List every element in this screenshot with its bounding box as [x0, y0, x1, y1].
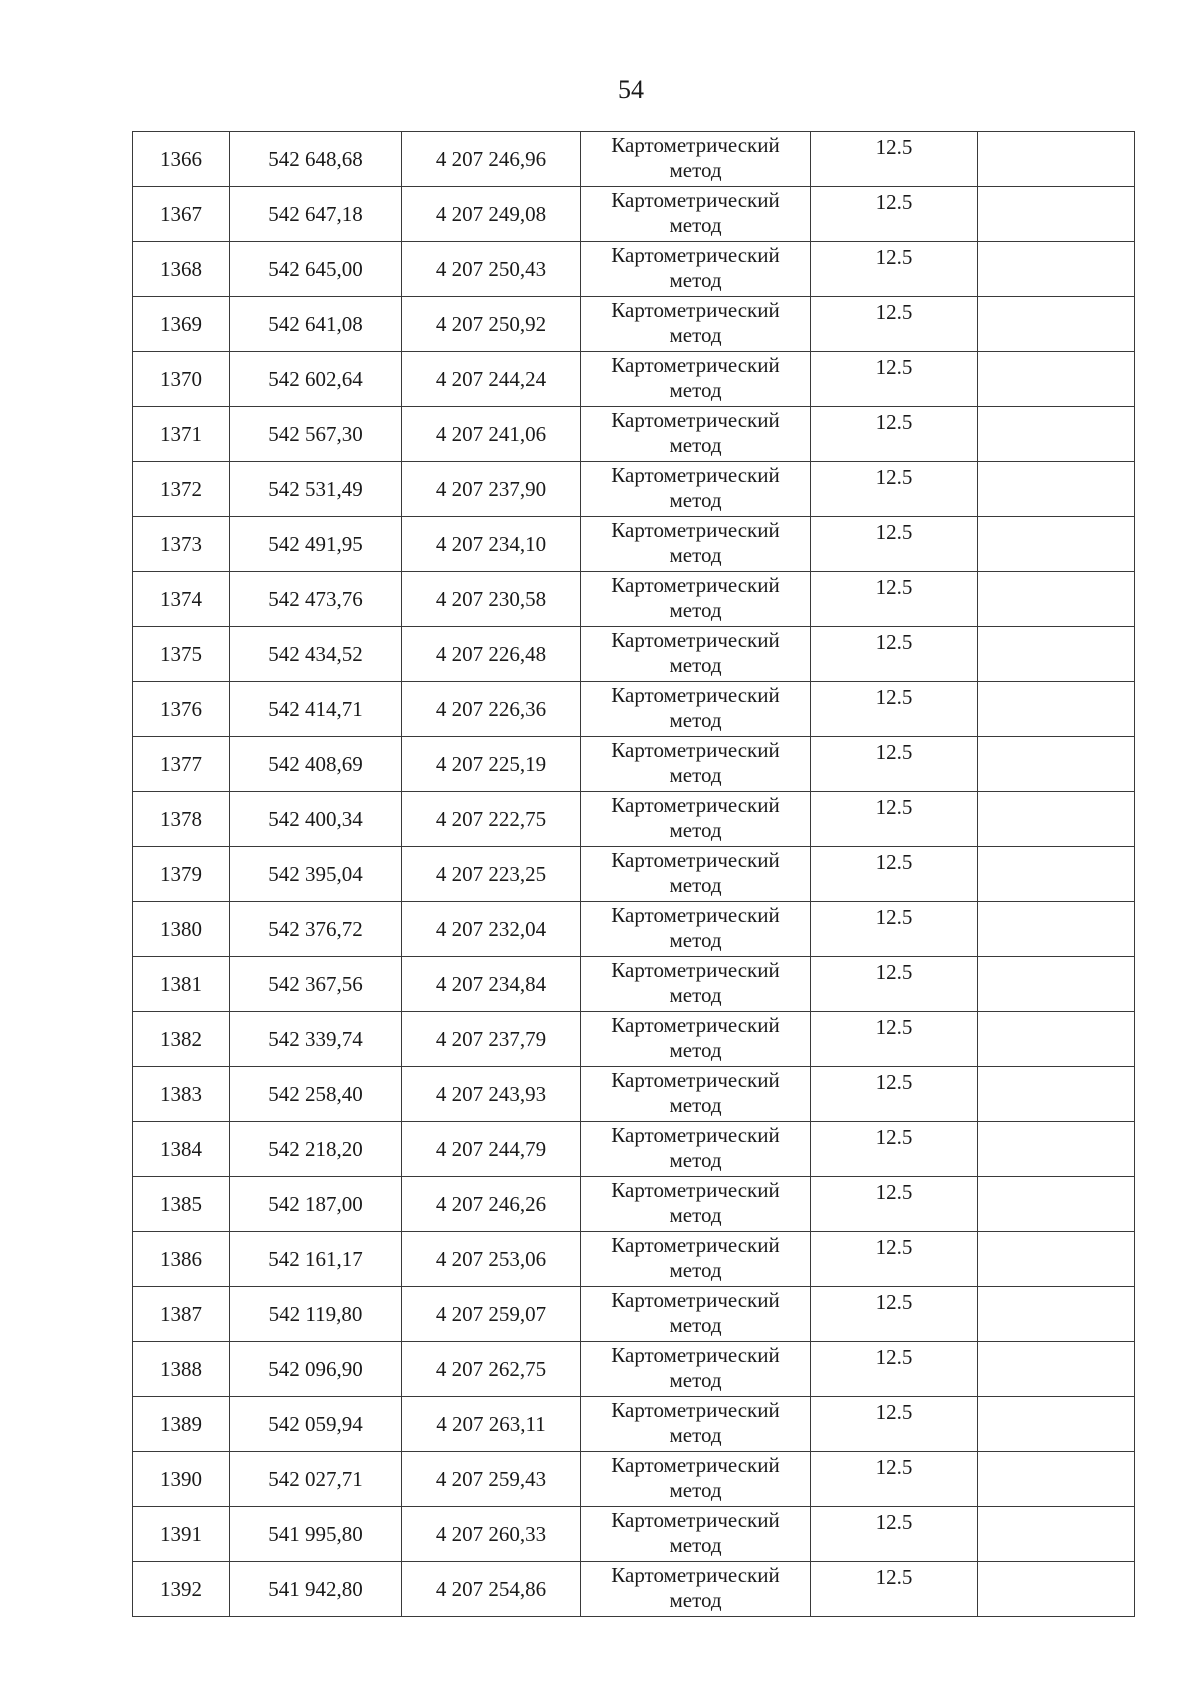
accuracy-cell: 12.5 — [811, 1177, 978, 1232]
method-cell — [581, 1562, 811, 1617]
y-coordinate-cell: 4 207 237,79 — [402, 1012, 581, 1067]
empty-cell — [978, 1507, 1135, 1562]
method-line-1: Картометрический — [611, 1398, 780, 1422]
method-line-1: Картометрический — [611, 1343, 780, 1367]
x-coordinate-cell: 542 648,68 — [230, 132, 402, 187]
method-cell — [581, 1177, 811, 1232]
accuracy-cell: 12.5 — [811, 407, 978, 462]
point-number-cell: 1368 — [133, 242, 230, 297]
accuracy-cell: 12.5 — [811, 1562, 978, 1617]
method-line-1: Картометрический — [611, 243, 780, 267]
empty-cell — [978, 847, 1135, 902]
method-cell — [581, 132, 811, 187]
method-line-2: метод — [669, 1478, 722, 1502]
method-line-2: метод — [669, 1533, 722, 1557]
y-coordinate-cell: 4 207 253,06 — [402, 1232, 581, 1287]
x-coordinate-cell: 542 602,64 — [230, 352, 402, 407]
empty-cell — [978, 1562, 1135, 1617]
point-number-cell: 1374 — [133, 572, 230, 627]
empty-cell — [978, 627, 1135, 682]
point-number-cell: 1388 — [133, 1342, 230, 1397]
accuracy-cell: 12.5 — [811, 1287, 978, 1342]
point-number-cell: 1376 — [133, 682, 230, 737]
method-cell — [581, 297, 811, 352]
y-coordinate-cell: 4 207 232,04 — [402, 902, 581, 957]
point-number-cell: 1392 — [133, 1562, 230, 1617]
accuracy-cell: 12.5 — [811, 902, 978, 957]
y-coordinate-cell: 4 207 225,19 — [402, 737, 581, 792]
x-coordinate-cell: 542 376,72 — [230, 902, 402, 957]
method-cell — [581, 517, 811, 572]
accuracy-cell: 12.5 — [811, 187, 978, 242]
table-row — [133, 242, 1135, 297]
method-line-1: Картометрический — [611, 573, 780, 597]
accuracy-cell: 12.5 — [811, 1342, 978, 1397]
x-coordinate-cell: 542 641,08 — [230, 297, 402, 352]
method-line-2: метод — [669, 1368, 722, 1392]
method-line-2: метод — [669, 708, 722, 732]
table-row — [133, 572, 1135, 627]
method-line-2: метод — [669, 598, 722, 622]
x-coordinate-cell: 542 647,18 — [230, 187, 402, 242]
table-row — [133, 1342, 1135, 1397]
empty-cell — [978, 1067, 1135, 1122]
accuracy-cell: 12.5 — [811, 132, 978, 187]
table-row — [133, 792, 1135, 847]
table-row — [133, 297, 1135, 352]
x-coordinate-cell: 542 491,95 — [230, 517, 402, 572]
method-line-1: Картометрический — [611, 353, 780, 377]
x-coordinate-cell: 542 395,04 — [230, 847, 402, 902]
accuracy-cell: 12.5 — [811, 792, 978, 847]
x-coordinate-cell: 542 531,49 — [230, 462, 402, 517]
point-number-cell: 1384 — [133, 1122, 230, 1177]
point-number-cell: 1370 — [133, 352, 230, 407]
method-line-2: метод — [669, 1148, 722, 1172]
table-row — [133, 1287, 1135, 1342]
point-number-cell: 1379 — [133, 847, 230, 902]
x-coordinate-cell: 541 942,80 — [230, 1562, 402, 1617]
method-line-2: метод — [669, 213, 722, 237]
y-coordinate-cell: 4 207 254,86 — [402, 1562, 581, 1617]
x-coordinate-cell: 542 258,40 — [230, 1067, 402, 1122]
table-row — [133, 1232, 1135, 1287]
empty-cell — [978, 132, 1135, 187]
empty-cell — [978, 682, 1135, 737]
x-coordinate-cell: 542 096,90 — [230, 1342, 402, 1397]
accuracy-cell: 12.5 — [811, 737, 978, 792]
point-number-cell: 1380 — [133, 902, 230, 957]
table-row — [133, 1177, 1135, 1232]
page-number: 54 — [618, 75, 644, 104]
y-coordinate-cell: 4 207 250,43 — [402, 242, 581, 297]
method-cell — [581, 627, 811, 682]
y-coordinate-cell: 4 207 222,75 — [402, 792, 581, 847]
accuracy-cell: 12.5 — [811, 682, 978, 737]
method-cell — [581, 1232, 811, 1287]
x-coordinate-cell: 542 161,17 — [230, 1232, 402, 1287]
method-line-2: метод — [669, 323, 722, 347]
accuracy-cell: 12.5 — [811, 352, 978, 407]
y-coordinate-cell: 4 207 246,26 — [402, 1177, 581, 1232]
empty-cell — [978, 1397, 1135, 1452]
table-row — [133, 1562, 1135, 1617]
method-line-1: Картометрический — [611, 1013, 780, 1037]
method-line-2: метод — [669, 1313, 722, 1337]
method-line-1: Картометрический — [611, 683, 780, 707]
method-cell — [581, 407, 811, 462]
empty-cell — [978, 902, 1135, 957]
empty-cell — [978, 352, 1135, 407]
y-coordinate-cell: 4 207 241,06 — [402, 407, 581, 462]
y-coordinate-cell: 4 207 234,84 — [402, 957, 581, 1012]
empty-cell — [978, 462, 1135, 517]
table-row — [133, 517, 1135, 572]
method-line-2: метод — [669, 1038, 722, 1062]
accuracy-cell: 12.5 — [811, 462, 978, 517]
x-coordinate-cell: 542 414,71 — [230, 682, 402, 737]
method-cell — [581, 572, 811, 627]
point-number-cell: 1385 — [133, 1177, 230, 1232]
y-coordinate-cell: 4 207 243,93 — [402, 1067, 581, 1122]
accuracy-cell: 12.5 — [811, 627, 978, 682]
method-cell — [581, 1012, 811, 1067]
method-line-2: метод — [669, 818, 722, 842]
method-line-1: Картометрический — [611, 133, 780, 157]
table-row — [133, 737, 1135, 792]
empty-cell — [978, 572, 1135, 627]
method-line-2: метод — [669, 1093, 722, 1117]
point-number-cell: 1373 — [133, 517, 230, 572]
method-line-2: метод — [669, 653, 722, 677]
y-coordinate-cell: 4 207 237,90 — [402, 462, 581, 517]
table-row — [133, 407, 1135, 462]
method-line-1: Картометрический — [611, 793, 780, 817]
accuracy-cell: 12.5 — [811, 1507, 978, 1562]
empty-cell — [978, 737, 1135, 792]
empty-cell — [978, 1342, 1135, 1397]
method-line-2: метод — [669, 543, 722, 567]
table-row — [133, 1122, 1135, 1177]
method-line-1: Картометрический — [611, 1068, 780, 1092]
method-cell — [581, 847, 811, 902]
empty-cell — [978, 1177, 1135, 1232]
method-cell — [581, 902, 811, 957]
empty-cell — [978, 517, 1135, 572]
point-number-cell: 1381 — [133, 957, 230, 1012]
accuracy-cell: 12.5 — [811, 297, 978, 352]
method-line-2: метод — [669, 1258, 722, 1282]
empty-cell — [978, 957, 1135, 1012]
method-line-2: метод — [669, 1588, 722, 1612]
method-line-2: метод — [669, 378, 722, 402]
point-number-cell: 1367 — [133, 187, 230, 242]
method-cell — [581, 737, 811, 792]
coordinates-table-body — [133, 132, 1135, 1617]
empty-cell — [978, 1122, 1135, 1177]
table-row — [133, 462, 1135, 517]
method-line-1: Картометрический — [611, 1453, 780, 1477]
method-cell — [581, 1452, 811, 1507]
x-coordinate-cell: 542 218,20 — [230, 1122, 402, 1177]
accuracy-cell: 12.5 — [811, 242, 978, 297]
accuracy-cell: 12.5 — [811, 1397, 978, 1452]
method-line-2: метод — [669, 268, 722, 292]
method-line-2: метод — [669, 1423, 722, 1447]
accuracy-cell: 12.5 — [811, 1012, 978, 1067]
method-line-1: Картометрический — [611, 628, 780, 652]
table-row — [133, 682, 1135, 737]
x-coordinate-cell: 542 567,30 — [230, 407, 402, 462]
method-line-1: Картометрический — [611, 1288, 780, 1312]
x-coordinate-cell: 542 400,34 — [230, 792, 402, 847]
y-coordinate-cell: 4 207 263,11 — [402, 1397, 581, 1452]
method-cell — [581, 1122, 811, 1177]
table-row — [133, 187, 1135, 242]
empty-cell — [978, 297, 1135, 352]
x-coordinate-cell: 542 339,74 — [230, 1012, 402, 1067]
y-coordinate-cell: 4 207 223,25 — [402, 847, 581, 902]
point-number-cell: 1387 — [133, 1287, 230, 1342]
method-cell — [581, 242, 811, 297]
method-line-1: Картометрический — [611, 518, 780, 542]
method-line-2: метод — [669, 158, 722, 182]
accuracy-cell: 12.5 — [811, 957, 978, 1012]
empty-cell — [978, 187, 1135, 242]
method-line-1: Картометрический — [611, 903, 780, 927]
y-coordinate-cell: 4 207 244,79 — [402, 1122, 581, 1177]
x-coordinate-cell: 542 059,94 — [230, 1397, 402, 1452]
method-line-1: Картометрический — [611, 958, 780, 982]
table-row — [133, 352, 1135, 407]
table-row — [133, 1067, 1135, 1122]
method-line-1: Картометрический — [611, 408, 780, 432]
empty-cell — [978, 1232, 1135, 1287]
table-row — [133, 1397, 1135, 1452]
method-cell — [581, 187, 811, 242]
accuracy-cell: 12.5 — [811, 1232, 978, 1287]
y-coordinate-cell: 4 207 250,92 — [402, 297, 581, 352]
x-coordinate-cell: 542 187,00 — [230, 1177, 402, 1232]
empty-cell — [978, 1287, 1135, 1342]
empty-cell — [978, 1012, 1135, 1067]
method-line-1: Картометрический — [611, 1178, 780, 1202]
x-coordinate-cell: 542 408,69 — [230, 737, 402, 792]
y-coordinate-cell: 4 207 226,36 — [402, 682, 581, 737]
method-line-2: метод — [669, 873, 722, 897]
point-number-cell: 1378 — [133, 792, 230, 847]
x-coordinate-cell: 542 119,80 — [230, 1287, 402, 1342]
y-coordinate-cell: 4 207 230,58 — [402, 572, 581, 627]
x-coordinate-cell: 542 645,00 — [230, 242, 402, 297]
point-number-cell: 1390 — [133, 1452, 230, 1507]
method-line-1: Картометрический — [611, 738, 780, 762]
method-line-1: Картометрический — [611, 188, 780, 212]
table-row — [133, 132, 1135, 187]
table-row — [133, 902, 1135, 957]
method-line-2: метод — [669, 1203, 722, 1227]
point-number-cell: 1372 — [133, 462, 230, 517]
method-line-1: Картометрический — [611, 1563, 780, 1587]
method-line-1: Картометрический — [611, 1123, 780, 1147]
y-coordinate-cell: 4 207 246,96 — [402, 132, 581, 187]
y-coordinate-cell: 4 207 259,07 — [402, 1287, 581, 1342]
method-line-1: Картометрический — [611, 1508, 780, 1532]
y-coordinate-cell: 4 207 226,48 — [402, 627, 581, 682]
empty-cell — [978, 1452, 1135, 1507]
method-cell — [581, 1397, 811, 1452]
accuracy-cell: 12.5 — [811, 1067, 978, 1122]
table-row — [133, 1452, 1135, 1507]
accuracy-cell: 12.5 — [811, 517, 978, 572]
method-cell — [581, 1342, 811, 1397]
method-line-2: метод — [669, 763, 722, 787]
x-coordinate-cell: 542 473,76 — [230, 572, 402, 627]
table-row — [133, 1012, 1135, 1067]
method-line-2: метод — [669, 983, 722, 1007]
y-coordinate-cell: 4 207 234,10 — [402, 517, 581, 572]
table-row — [133, 847, 1135, 902]
y-coordinate-cell: 4 207 262,75 — [402, 1342, 581, 1397]
table-row — [133, 627, 1135, 682]
method-cell — [581, 957, 811, 1012]
point-number-cell: 1382 — [133, 1012, 230, 1067]
method-line-1: Картометрический — [611, 1233, 780, 1257]
method-cell — [581, 682, 811, 737]
point-number-cell: 1369 — [133, 297, 230, 352]
method-cell — [581, 1507, 811, 1562]
x-coordinate-cell: 542 367,56 — [230, 957, 402, 1012]
table-row — [133, 957, 1135, 1012]
y-coordinate-cell: 4 207 259,43 — [402, 1452, 581, 1507]
method-line-1: Картометрический — [611, 848, 780, 872]
point-number-cell: 1377 — [133, 737, 230, 792]
point-number-cell: 1391 — [133, 1507, 230, 1562]
point-number-cell: 1375 — [133, 627, 230, 682]
method-line-1: Картометрический — [611, 463, 780, 487]
method-cell — [581, 1287, 811, 1342]
empty-cell — [978, 407, 1135, 462]
empty-cell — [978, 242, 1135, 297]
y-coordinate-cell: 4 207 244,24 — [402, 352, 581, 407]
x-coordinate-cell: 542 434,52 — [230, 627, 402, 682]
y-coordinate-cell: 4 207 249,08 — [402, 187, 581, 242]
method-cell — [581, 352, 811, 407]
point-number-cell: 1386 — [133, 1232, 230, 1287]
point-number-cell: 1366 — [133, 132, 230, 187]
x-coordinate-cell: 542 027,71 — [230, 1452, 402, 1507]
method-line-2: метод — [669, 488, 722, 512]
table-row — [133, 1507, 1135, 1562]
point-number-cell: 1383 — [133, 1067, 230, 1122]
method-line-2: метод — [669, 928, 722, 952]
x-coordinate-cell: 541 995,80 — [230, 1507, 402, 1562]
accuracy-cell: 12.5 — [811, 572, 978, 627]
point-number-cell: 1389 — [133, 1397, 230, 1452]
method-line-1: Картометрический — [611, 298, 780, 322]
accuracy-cell: 12.5 — [811, 847, 978, 902]
coordinates-table — [132, 131, 1135, 1617]
method-cell — [581, 462, 811, 517]
empty-cell — [978, 792, 1135, 847]
point-number-cell: 1371 — [133, 407, 230, 462]
method-cell — [581, 1067, 811, 1122]
method-cell — [581, 792, 811, 847]
accuracy-cell: 12.5 — [811, 1122, 978, 1177]
accuracy-cell: 12.5 — [811, 1452, 978, 1507]
y-coordinate-cell: 4 207 260,33 — [402, 1507, 581, 1562]
method-line-2: метод — [669, 433, 722, 457]
